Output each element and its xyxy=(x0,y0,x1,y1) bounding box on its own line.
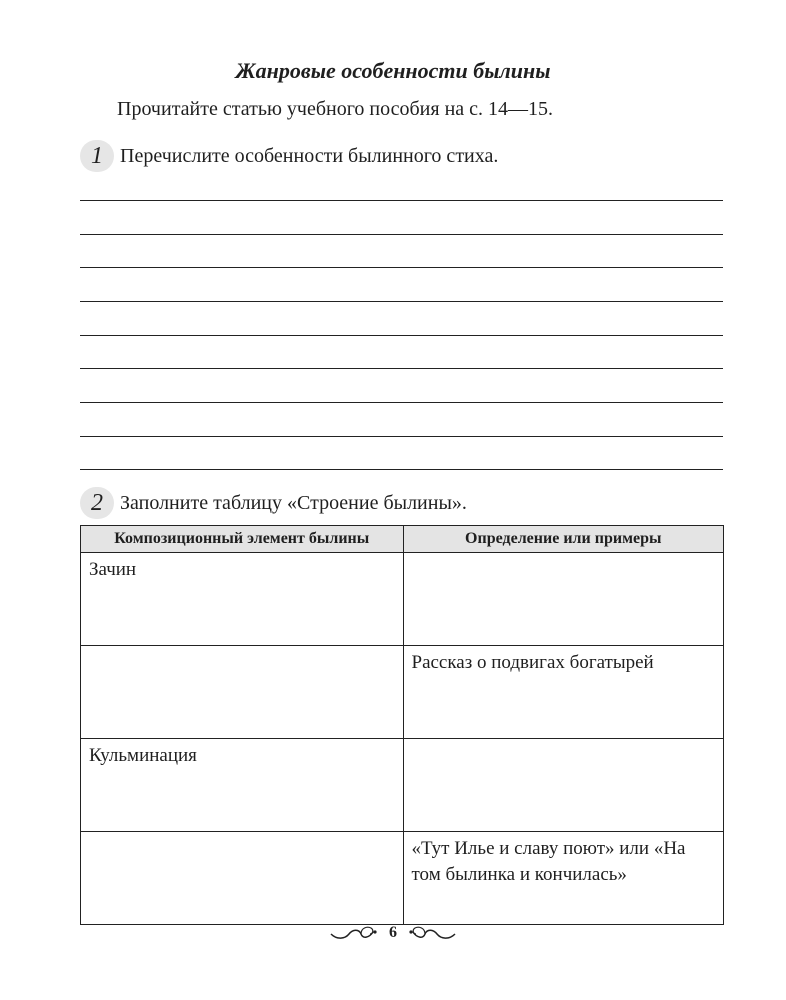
cell-element[interactable] xyxy=(81,832,404,925)
cell-definition[interactable]: «Тут Илье и славу поют» или «На том былинка и кончилась» xyxy=(403,832,724,925)
page-number: 6 xyxy=(389,924,397,941)
answer-line[interactable] xyxy=(80,234,723,235)
table-header-row xyxy=(81,526,724,553)
cell-element[interactable]: Кульминация xyxy=(81,739,404,832)
cell-element[interactable]: Зачин xyxy=(81,553,404,646)
cell-element[interactable] xyxy=(81,646,404,739)
cell-definition[interactable] xyxy=(403,553,724,646)
task-number-1: 1 xyxy=(80,140,114,172)
table-row xyxy=(81,646,724,739)
page-footer xyxy=(0,923,786,943)
header-definition: Определение или примеры xyxy=(403,526,724,553)
answer-line[interactable] xyxy=(80,335,723,336)
answer-line[interactable] xyxy=(80,469,723,470)
task-number-2: 2 xyxy=(80,487,114,519)
cell-definition[interactable]: Рассказ о подвигах богатырей xyxy=(403,646,724,739)
answer-line[interactable] xyxy=(80,267,723,268)
answer-line[interactable] xyxy=(80,402,723,403)
answer-line[interactable] xyxy=(80,301,723,302)
intro-text: Прочитайте статью учебного пособия на с. 14—15. xyxy=(117,98,554,120)
ornament-left-icon xyxy=(329,923,379,943)
header-element: Композиционный элемент былины xyxy=(81,526,404,553)
answer-line[interactable] xyxy=(80,368,723,369)
task-2-text: Заполните таблицу «Строение былины». xyxy=(120,491,467,514)
task-1 xyxy=(80,140,498,172)
table-row xyxy=(81,739,724,832)
answer-line[interactable] xyxy=(80,436,723,437)
table-row xyxy=(81,832,724,925)
task-1-text: Перечислите особенности былинного стиха. xyxy=(120,144,499,167)
page-title: Жанровые особенности былины xyxy=(235,58,551,83)
structure-table xyxy=(80,525,724,925)
ornament-right-icon xyxy=(407,923,457,943)
task-2 xyxy=(80,487,467,519)
answer-line[interactable] xyxy=(80,200,723,201)
table-row xyxy=(81,553,724,646)
cell-definition[interactable] xyxy=(403,739,724,832)
